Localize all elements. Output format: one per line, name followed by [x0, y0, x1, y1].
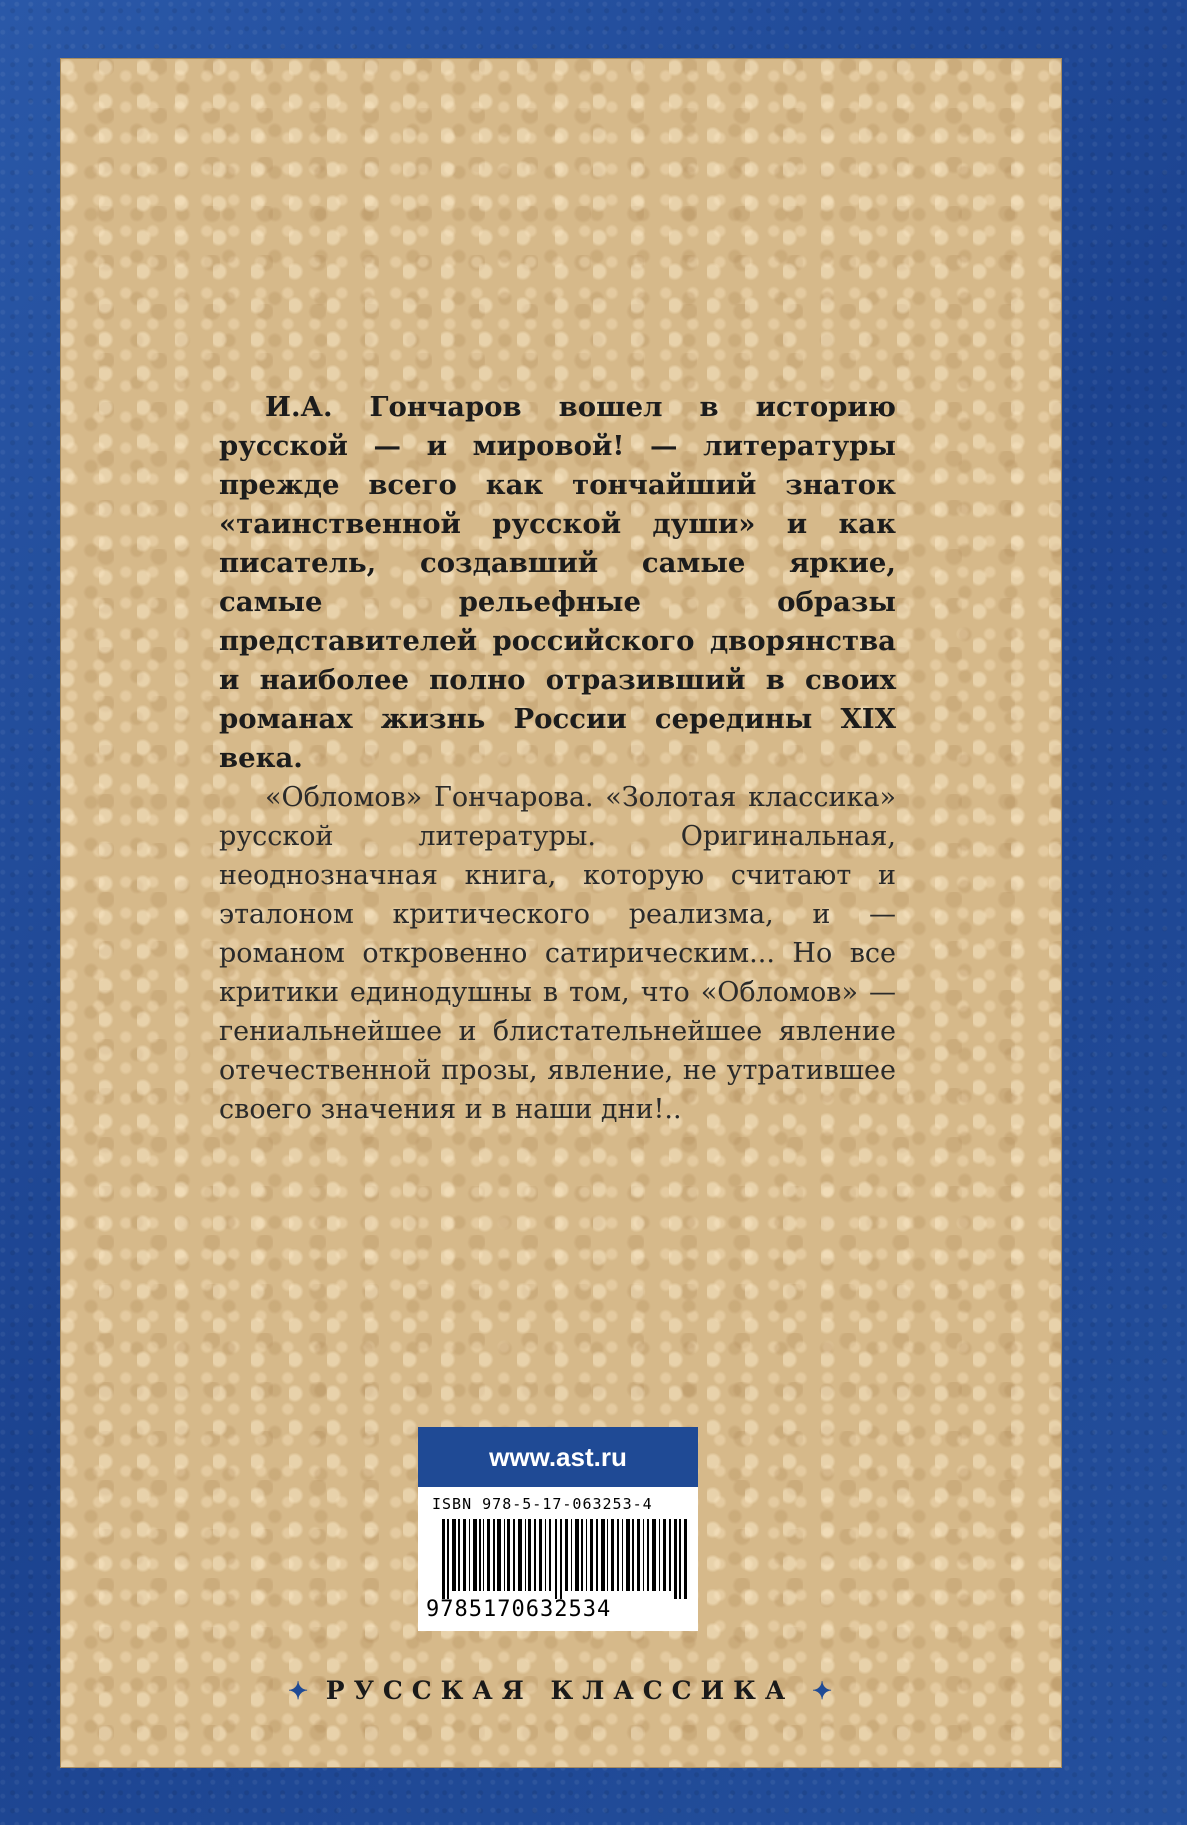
barcode-digits: 9785170632534 — [426, 1597, 612, 1622]
series-label: РУССКАЯ КЛАССИКА — [325, 1676, 795, 1705]
author-intro-text: И.А. Гончаров вошел в историю русской — и мировой! — литературы прежде всего как тончайший знаток «таинственной русской души» и как писатель, создавший самые яркие, самые рельефные образы представителей российского дворянства и наиболее полно отразивший в своих романах жизнь России середины XIX века. — [219, 391, 896, 774]
isbn-number: ISBN 978-5-17-063253-4 — [432, 1495, 653, 1513]
ornament-right-icon: ✦ — [811, 1676, 833, 1705]
ornament-left-icon: ✦ — [287, 1676, 309, 1705]
book-description-text: «Обломов» Гончарова. «Золотая классика» русской литературы. Оригинальная, неоднозначная книга, которую считают и эталоном критического реализма, и — романом откровенно сатирическим... Но все критики единодушны в том, что «Обломов» — гениальнейшее и блистательнейшее явление отечественной прозы, явление, не утратившее своего значения и в наши дни!.. — [219, 782, 896, 1125]
barcode-bars — [442, 1519, 688, 1599]
series-title — [60, 1676, 1060, 1705]
publisher-website-label: www.ast.ru — [418, 1427, 698, 1487]
isbn-barcode — [418, 1487, 698, 1631]
